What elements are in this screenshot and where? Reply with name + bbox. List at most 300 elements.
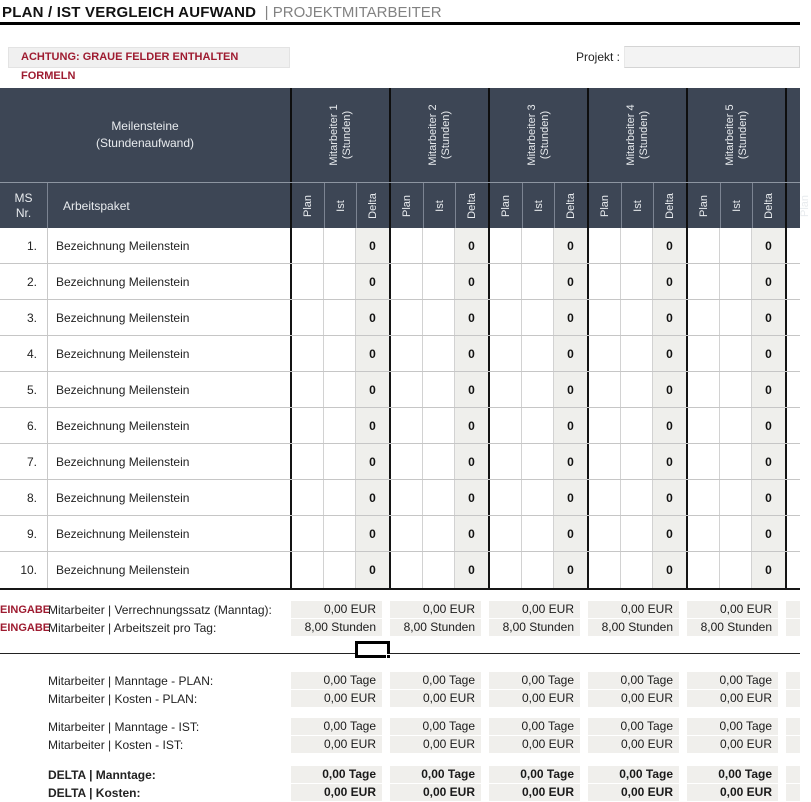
ist-cell[interactable] <box>522 300 554 335</box>
delta-subheader: Delta <box>565 192 577 219</box>
partial-data-cell <box>785 408 800 443</box>
input-value-cell[interactable]: 0,00 EUR <box>489 601 580 618</box>
plan-cell[interactable] <box>292 516 324 551</box>
employee-cells-group <box>290 264 389 299</box>
partial-subheader-cell <box>785 183 811 228</box>
plan-cell[interactable] <box>391 552 423 588</box>
page-title <box>0 0 800 25</box>
ist-cell[interactable] <box>324 228 356 263</box>
employee-cells-group <box>488 336 587 371</box>
section-divider-line <box>0 653 800 654</box>
delta-cell: 0 <box>653 480 686 515</box>
eingabe-tag <box>0 672 48 690</box>
plan-cell[interactable] <box>490 300 522 335</box>
selected-cell-cursor[interactable] <box>355 641 390 658</box>
milestone-row <box>0 408 800 444</box>
employee-cells-group <box>389 336 488 371</box>
delta-cell: 0 <box>554 300 587 335</box>
plan-cell[interactable] <box>490 552 522 588</box>
ist-cell[interactable] <box>720 300 752 335</box>
employee-cells-group <box>686 264 785 299</box>
delta-cell: 0 <box>752 336 785 371</box>
plan-cell[interactable] <box>589 264 621 299</box>
eingabe-tag <box>0 784 48 802</box>
plan-subheader: Plan <box>599 194 611 217</box>
delta-subheader: Delta <box>466 192 478 219</box>
ms-nr-cell[interactable]: 3. <box>0 300 48 335</box>
formula-value-cell: 0,00 EUR <box>687 736 778 753</box>
ist-cell[interactable] <box>324 264 356 299</box>
arbeitspaket-cell[interactable]: Bezeichnung Meilenstein <box>56 418 190 433</box>
plan-cell[interactable] <box>688 480 720 515</box>
plan-cell[interactable] <box>292 228 324 263</box>
ist-cell[interactable] <box>621 516 653 551</box>
employee-cells-group <box>290 228 389 263</box>
employee-cells-group <box>488 516 587 551</box>
plan-ist-delta-subheader-group <box>587 183 686 228</box>
delta-cell: 0 <box>455 552 488 588</box>
plan-subheader-partial: Plan <box>799 194 811 217</box>
partial-value-cell <box>786 766 800 783</box>
ist-cell[interactable] <box>423 408 455 443</box>
employee-cells-group <box>389 480 488 515</box>
employee-cells-group <box>488 372 587 407</box>
formula-value-cell: 0,00 Tage <box>390 672 481 689</box>
employee-cells-group <box>389 516 488 551</box>
ist-cell[interactable] <box>720 408 752 443</box>
delta-cell: 0 <box>356 228 389 263</box>
input-value-cell[interactable]: 8,00 Stunden <box>291 619 382 636</box>
delta-cell: 0 <box>356 552 389 588</box>
plan-cell[interactable] <box>292 552 324 588</box>
ist-cell[interactable] <box>522 336 554 371</box>
plan-cell[interactable] <box>589 552 621 588</box>
project-label: Projekt : <box>575 50 620 64</box>
employee-cells-group <box>686 372 785 407</box>
formula-value-cell: 0,00 Tage <box>489 672 580 689</box>
employee-cells-group <box>488 300 587 335</box>
ist-subheader: Ist <box>433 199 446 212</box>
delta-cell: 0 <box>455 408 488 443</box>
partial-data-cell <box>785 300 800 335</box>
employee-cells-group <box>488 264 587 299</box>
ist-cell[interactable] <box>324 444 356 479</box>
partial-value-cell <box>786 690 800 707</box>
ist-cell[interactable] <box>522 372 554 407</box>
partial-data-cell <box>785 552 800 588</box>
ist-cell[interactable] <box>720 516 752 551</box>
ist-cell[interactable] <box>621 408 653 443</box>
formula-value-cell: 0,00 Tage <box>489 766 580 783</box>
employee-cells-group <box>686 300 785 335</box>
ist-cell[interactable] <box>522 408 554 443</box>
partial-value-cell <box>786 601 800 618</box>
ist-cell[interactable] <box>423 516 455 551</box>
employee-cells-group <box>587 408 686 443</box>
plan-cell[interactable] <box>391 480 423 515</box>
employee-cells-group <box>290 480 389 515</box>
formula-value-cell: 0,00 Tage <box>390 718 481 735</box>
eingabe-tag <box>0 766 48 784</box>
title-secondary: | PROJEKTMITARBEITER <box>264 4 442 21</box>
employee-cells-group <box>389 552 488 588</box>
milestones-header-line2: (Stundenaufwand) <box>95 136 195 150</box>
delta-cell: 0 <box>752 552 785 588</box>
ist-cell[interactable] <box>522 444 554 479</box>
formula-value-cell: 0,00 Tage <box>390 766 481 783</box>
plan-cell[interactable] <box>490 336 522 371</box>
plan-cell[interactable] <box>292 444 324 479</box>
row-gap <box>0 708 800 718</box>
ist-cell[interactable] <box>621 480 653 515</box>
delta-subheader: Delta <box>367 192 379 219</box>
delta-cell: 0 <box>653 264 686 299</box>
plan-cell[interactable] <box>688 408 720 443</box>
milestone-row <box>0 516 800 552</box>
ist-cell[interactable] <box>324 516 356 551</box>
input-value-cell[interactable]: 8,00 Stunden <box>489 619 580 636</box>
ist-cell[interactable] <box>522 552 554 588</box>
input-value-cell[interactable]: 8,00 Stunden <box>390 619 481 636</box>
delta-cell: 0 <box>653 408 686 443</box>
ist-cell[interactable] <box>720 264 752 299</box>
ms-nr-cell[interactable]: 8. <box>0 480 48 515</box>
delta-cell: 0 <box>356 336 389 371</box>
milestone-row <box>0 300 800 336</box>
formula-value-cell: 0,00 Tage <box>687 672 778 689</box>
employee-cells-group <box>587 444 686 479</box>
arbeitspaket-cell[interactable]: Bezeichnung Meilenstein <box>56 310 190 325</box>
plan-cell[interactable] <box>490 264 522 299</box>
input-value-cell[interactable]: 0,00 EUR <box>390 601 481 618</box>
arbeitspaket-cell[interactable]: Bezeichnung Meilenstein <box>56 274 190 289</box>
formula-value-cell: 0,00 EUR <box>390 736 481 753</box>
partial-data-cell <box>785 264 800 299</box>
delta-cell: 0 <box>356 480 389 515</box>
ist-cell[interactable] <box>720 372 752 407</box>
value-row <box>0 736 800 754</box>
ist-cell[interactable] <box>621 552 653 588</box>
plan-cell[interactable] <box>589 480 621 515</box>
ms-nr-column-header: MS Nr. <box>0 183 48 228</box>
delta-cell: 0 <box>653 336 686 371</box>
ms-nr-cell[interactable]: 2. <box>0 264 48 299</box>
value-row-label: Mitarbeiter | Kosten - IST: <box>48 738 184 752</box>
plan-cell[interactable] <box>589 228 621 263</box>
partial-data-cell <box>785 516 800 551</box>
arbeitspaket-cell[interactable]: Bezeichnung Meilenstein <box>56 238 190 253</box>
employee-cells-group <box>587 552 686 588</box>
plan-cell[interactable] <box>391 516 423 551</box>
delta-cell: 0 <box>653 516 686 551</box>
project-input[interactable] <box>624 46 800 68</box>
ist-subheader: Ist <box>730 199 743 212</box>
arbeitspaket-cell[interactable]: Bezeichnung Meilenstein <box>56 490 190 505</box>
value-row <box>0 718 800 736</box>
plan-cell[interactable] <box>688 300 720 335</box>
plan-cell[interactable] <box>490 444 522 479</box>
arbeitspaket-cell[interactable]: Bezeichnung Meilenstein <box>56 526 190 541</box>
formula-value-cell: 0,00 EUR <box>588 690 679 707</box>
delta-cell: 0 <box>554 264 587 299</box>
employee-cells-group <box>389 264 488 299</box>
delta-cell: 0 <box>455 516 488 551</box>
ist-cell[interactable] <box>621 228 653 263</box>
fill-handle[interactable] <box>386 654 391 659</box>
ist-cell[interactable] <box>324 372 356 407</box>
row-gap <box>0 754 800 766</box>
delta-cell: 0 <box>653 552 686 588</box>
ms-nr-cell[interactable]: 4. <box>0 336 48 371</box>
plan-cell[interactable] <box>391 336 423 371</box>
arbeitspaket-cell[interactable]: Bezeichnung Meilenstein <box>56 346 190 361</box>
delta-cell: 0 <box>752 300 785 335</box>
title-main: PLAN / IST VERGLEICH AUFWAND <box>2 4 257 21</box>
delta-cell: 0 <box>752 264 785 299</box>
plan-cell[interactable] <box>391 228 423 263</box>
ist-cell[interactable] <box>324 480 356 515</box>
formula-value-cell: 0,00 EUR <box>687 690 778 707</box>
plan-cell[interactable] <box>391 372 423 407</box>
ist-cell[interactable] <box>720 444 752 479</box>
ist-cell[interactable] <box>423 552 455 588</box>
delta-cell: 0 <box>455 228 488 263</box>
employee-cells-group <box>686 444 785 479</box>
plan-cell[interactable] <box>589 300 621 335</box>
delta-cell: 0 <box>455 480 488 515</box>
ms-nr-cell[interactable]: 6. <box>0 408 48 443</box>
ist-cell[interactable] <box>720 336 752 371</box>
ist-cell[interactable] <box>324 336 356 371</box>
delta-cell: 0 <box>554 408 587 443</box>
delta-cell: 0 <box>653 372 686 407</box>
delta-cell: 0 <box>752 444 785 479</box>
value-row <box>0 672 800 690</box>
milestone-row <box>0 372 800 408</box>
milestones-header-line1: Meilensteine <box>111 119 179 133</box>
ist-subheader: Ist <box>532 199 545 212</box>
formula-value-cell: 0,00 EUR <box>390 784 481 801</box>
plan-cell[interactable] <box>688 228 720 263</box>
employee-cells-group <box>389 228 488 263</box>
delta-cell: 0 <box>356 372 389 407</box>
plan-cell[interactable] <box>688 552 720 588</box>
plan-cell[interactable] <box>589 336 621 371</box>
formula-value-cell: 0,00 Tage <box>687 766 778 783</box>
ist-cell[interactable] <box>324 300 356 335</box>
formula-value-cell: 0,00 EUR <box>291 736 382 753</box>
milestone-row <box>0 228 800 264</box>
delta-cell: 0 <box>455 372 488 407</box>
partial-value-cell <box>786 718 800 735</box>
eingabe-tag <box>0 718 48 736</box>
delta-cell: 0 <box>554 552 587 588</box>
employee-cells-group <box>587 372 686 407</box>
delta-cell: 0 <box>554 228 587 263</box>
ist-cell[interactable] <box>423 300 455 335</box>
formula-value-cell: 0,00 EUR <box>489 736 580 753</box>
formula-value-cell: 0,00 Tage <box>291 672 382 689</box>
ms-nr-cell[interactable]: 10. <box>0 552 48 588</box>
plan-cell[interactable] <box>391 408 423 443</box>
arbeitspaket-cell[interactable]: Bezeichnung Meilenstein <box>56 454 190 469</box>
partial-value-cell <box>786 784 800 801</box>
ist-cell[interactable] <box>423 228 455 263</box>
input-value-cell[interactable]: 0,00 EUR <box>588 601 679 618</box>
ms-nr-cell[interactable]: 9. <box>0 516 48 551</box>
plan-cell[interactable] <box>688 516 720 551</box>
plan-cell[interactable] <box>490 516 522 551</box>
plan-cell[interactable] <box>490 408 522 443</box>
plan-cell[interactable] <box>292 480 324 515</box>
formula-value-cell: 0,00 Tage <box>291 718 382 735</box>
plan-cell[interactable] <box>688 336 720 371</box>
employee-column-header: Mitarbeiter 1 (Stunden) <box>290 88 389 182</box>
delta-cell: 0 <box>455 264 488 299</box>
employee-cells-group <box>488 228 587 263</box>
ist-cell[interactable] <box>423 444 455 479</box>
table-header-row <box>0 88 800 182</box>
plan-cell[interactable] <box>391 264 423 299</box>
delta-cell: 0 <box>455 300 488 335</box>
partial-column-header <box>785 88 800 182</box>
ist-cell[interactable] <box>522 264 554 299</box>
arbeitspaket-cell[interactable]: Bezeichnung Meilenstein <box>56 563 190 577</box>
value-row-label: DELTA | Manntage: <box>48 768 156 782</box>
partial-data-cell <box>785 444 800 479</box>
plan-ist-delta-subheader-group <box>290 183 389 228</box>
plan-cell[interactable] <box>391 444 423 479</box>
plan-ist-delta-subheader-group <box>488 183 587 228</box>
delta-cell: 0 <box>554 516 587 551</box>
delta-cell: 0 <box>554 480 587 515</box>
employee-column-header: Mitarbeiter 4 (Stunden) <box>587 88 686 182</box>
employee-cells-group <box>587 228 686 263</box>
ist-cell[interactable] <box>621 300 653 335</box>
ist-cell[interactable] <box>720 552 752 588</box>
delta-cell: 0 <box>653 228 686 263</box>
delta-cell: 0 <box>752 228 785 263</box>
ist-cell[interactable] <box>324 408 356 443</box>
employee-cells-group <box>488 552 587 588</box>
input-value-cell[interactable]: 8,00 Stunden <box>687 619 778 636</box>
ist-cell[interactable] <box>621 444 653 479</box>
plan-cell[interactable] <box>589 372 621 407</box>
plan-cell[interactable] <box>589 444 621 479</box>
milestone-row <box>0 480 800 516</box>
arbeitspaket-column-header: Arbeitspaket <box>63 198 130 213</box>
employee-cells-group <box>686 552 785 588</box>
value-row-label: Mitarbeiter | Kosten - PLAN: <box>48 692 198 706</box>
ist-cell[interactable] <box>324 552 356 588</box>
plan-subheader: Plan <box>698 194 710 217</box>
ist-cell[interactable] <box>423 480 455 515</box>
delta-cell: 0 <box>356 516 389 551</box>
delta-cell: 0 <box>554 372 587 407</box>
plan-cell[interactable] <box>589 408 621 443</box>
delta-cell: 0 <box>455 444 488 479</box>
employee-column-header: Mitarbeiter 2 (Stunden) <box>389 88 488 182</box>
employee-cells-group <box>686 408 785 443</box>
plan-cell[interactable] <box>490 372 522 407</box>
plan-cell[interactable] <box>292 408 324 443</box>
formula-value-cell: 0,00 EUR <box>291 784 382 801</box>
input-rows-section <box>0 601 800 637</box>
value-row <box>0 619 800 637</box>
value-row-label: Mitarbeiter | Manntage - IST: <box>48 720 200 734</box>
ist-cell[interactable] <box>720 228 752 263</box>
value-row <box>0 601 800 619</box>
employee-cells-group <box>290 516 389 551</box>
plan-cell[interactable] <box>391 300 423 335</box>
ist-cell[interactable] <box>423 372 455 407</box>
delta-cell: 0 <box>554 336 587 371</box>
ist-cell[interactable] <box>621 264 653 299</box>
employee-cells-group <box>587 300 686 335</box>
plan-cell[interactable] <box>688 264 720 299</box>
ist-cell[interactable] <box>720 480 752 515</box>
plan-cell[interactable] <box>292 336 324 371</box>
summary-rows-section <box>0 672 800 802</box>
value-row <box>0 784 800 802</box>
plan-subheader: Plan <box>401 194 413 217</box>
delta-subheader: Delta <box>763 192 775 219</box>
delta-cell: 0 <box>554 444 587 479</box>
plan-cell[interactable] <box>490 228 522 263</box>
value-row <box>0 690 800 708</box>
plan-cell[interactable] <box>292 372 324 407</box>
formula-value-cell: 0,00 EUR <box>390 690 481 707</box>
employee-cells-group <box>389 408 488 443</box>
input-value-cell[interactable]: 0,00 EUR <box>291 601 382 618</box>
partial-data-cell <box>785 228 800 263</box>
formula-value-cell: 0,00 Tage <box>588 672 679 689</box>
plan-cell[interactable] <box>292 264 324 299</box>
plan-cell[interactable] <box>589 516 621 551</box>
plan-cell[interactable] <box>292 300 324 335</box>
plan-cell[interactable] <box>688 444 720 479</box>
ist-cell[interactable] <box>621 336 653 371</box>
delta-cell: 0 <box>356 300 389 335</box>
formula-value-cell: 0,00 EUR <box>489 784 580 801</box>
input-value-cell[interactable]: 8,00 Stunden <box>588 619 679 636</box>
partial-data-cell <box>785 336 800 371</box>
arbeitspaket-cell[interactable]: Bezeichnung Meilenstein <box>56 382 190 397</box>
partial-data-cell <box>785 480 800 515</box>
employee-cells-group <box>488 444 587 479</box>
milestone-row <box>0 264 800 300</box>
milestone-row <box>0 552 800 588</box>
value-row-label: Mitarbeiter | Arbeitszeit pro Tag: <box>48 621 217 635</box>
input-value-cell[interactable]: 0,00 EUR <box>687 601 778 618</box>
delta-cell: 0 <box>356 408 389 443</box>
ist-cell[interactable] <box>522 480 554 515</box>
plan-subheader: Plan <box>302 194 314 217</box>
employee-cells-group <box>686 480 785 515</box>
ist-cell[interactable] <box>522 228 554 263</box>
employee-cells-group <box>587 516 686 551</box>
ist-cell[interactable] <box>423 264 455 299</box>
plan-cell[interactable] <box>490 480 522 515</box>
ms-nr-cell[interactable]: 1. <box>0 228 48 263</box>
ist-cell[interactable] <box>621 372 653 407</box>
ist-cell[interactable] <box>522 516 554 551</box>
ms-nr-cell[interactable]: 5. <box>0 372 48 407</box>
ms-nr-cell[interactable]: 7. <box>0 444 48 479</box>
plan-cell[interactable] <box>688 372 720 407</box>
ist-cell[interactable] <box>423 336 455 371</box>
formula-value-cell: 0,00 EUR <box>489 690 580 707</box>
